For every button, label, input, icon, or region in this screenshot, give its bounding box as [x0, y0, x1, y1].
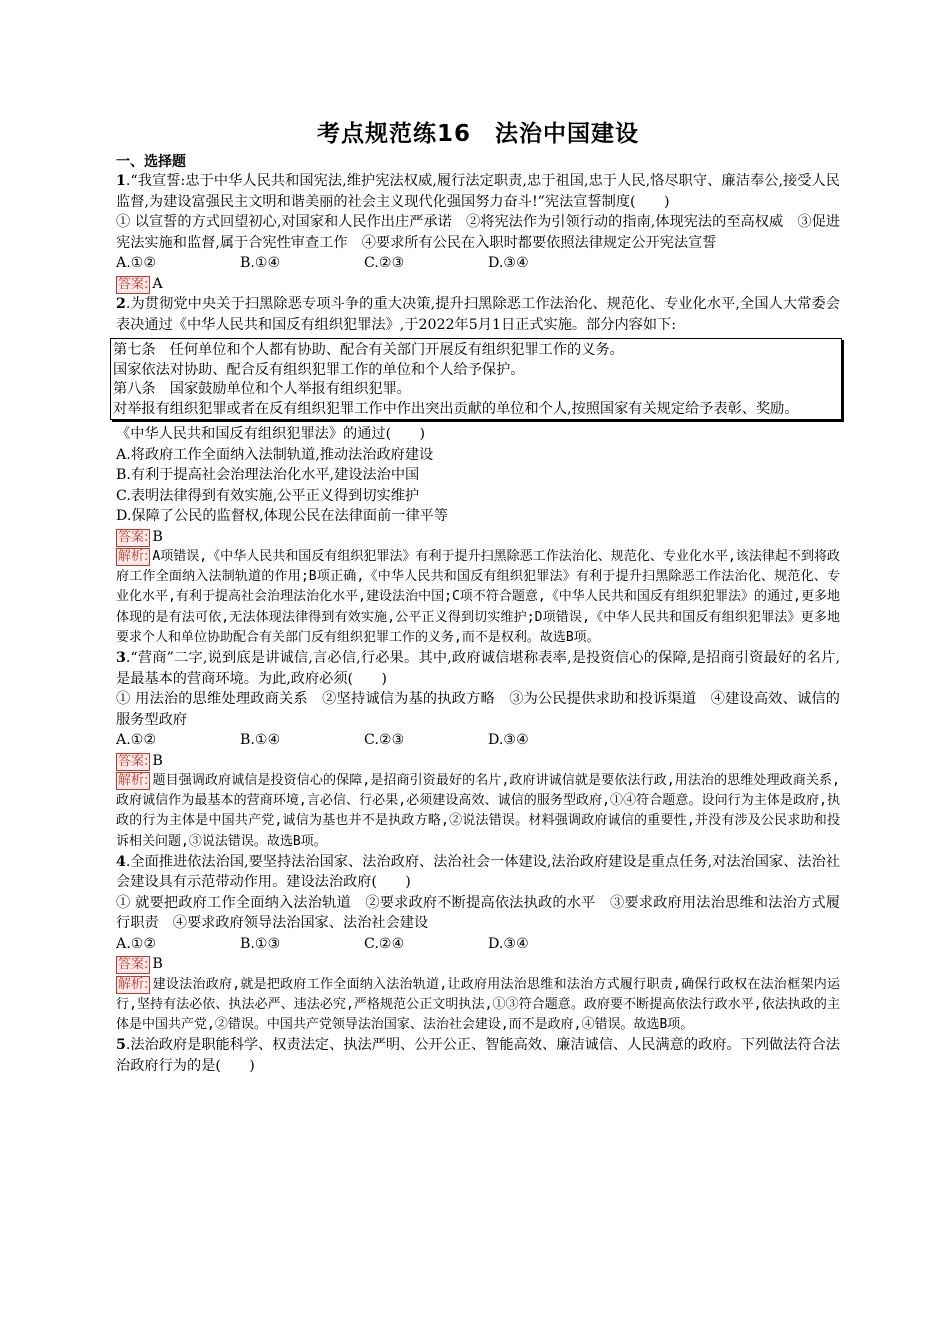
answer-line — [116, 954, 840, 975]
option-d: D.③④ — [488, 732, 529, 749]
choice-c: C.表明法律得到有效实施,公平正义得到切实维护 — [116, 487, 420, 504]
answer-value: A — [152, 275, 163, 292]
question-number: 2 — [116, 296, 126, 312]
option-c: C.②③ — [364, 255, 405, 271]
question-1 — [116, 171, 840, 294]
answer-line — [116, 751, 840, 772]
excerpt-line: 对举报有组织犯罪或者在反有组织犯罪工作中作出突出贡献的单位和个人,按照国家有关规定给予表彰、奖励。 — [113, 400, 799, 417]
option-row — [116, 253, 840, 274]
excerpt-line: 国家依法对协助、配合反有组织犯罪工作的单位和个人给予保护。 — [113, 361, 525, 378]
question-stem: .法治政府是职能科学、权责法定、执法严明、公开公正、智能高效、廉洁诚信、人民满意的政府。下列做法符合法治政府行为的是( ) — [116, 1037, 840, 1074]
question-stem: .为贯彻党中央关于扫黑除恶专项斗争的重大决策,提升扫黑除恶工作法治化、规范化、专业化水平,全国人大常委会表决通过《中华人民共和国反有组织犯罪法》,于2022年5月1日正式实施。部分内容如下: — [116, 296, 840, 333]
choice-b: B.有利于提高社会治理法治化水平,建设法治中国 — [116, 467, 420, 483]
statement-items: ① 就要把政府工作全面纳入法治轨道 ②要求政府不断提高依法执政的水平 ③要求政府用法治思维和法治方式履行职责 ④要求政府领导法治国家、法治社会建设 — [116, 894, 840, 932]
answer-value: B — [152, 528, 163, 545]
question-number: 5 — [116, 1037, 126, 1054]
option-c: C.②④ — [364, 935, 405, 952]
answer-tag: 答案: — [118, 276, 149, 292]
option-a: A.①② — [116, 255, 157, 271]
option-b: B.①③ — [240, 935, 281, 952]
answer-line — [116, 527, 840, 548]
question-stem: .“我宣誓:忠于中华人民共和国宪法,维护宪法权威,履行法定职责,忠于祖国,忠于人民,恪尽职守、廉洁奉公,接受人民监督,为建设富强民主文明和谐美丽的社会主义现代化强国努力奋斗!”宪法宣誓制度( ) — [116, 173, 840, 210]
option-d: D.③④ — [488, 935, 529, 952]
explanation-text: 题目强调政府诚信是投资信心的保障,是招商引资最好的名片,政府讲诚信就是要依法行政,用法治的思维处理政商关系,政府诚信作为最基本的营商环境,言必信、行必果,必须建设高效、诚信的服务型政府,①④符合题意。设问行为主体是政府,执政的行为主体是中国共产党,诚信为基也并不是执政方略,②说法错误。材料强调政府诚信的重要性,并没有涉及公民求助和投诉相关问题,③说法错误。故选B项。 — [116, 773, 840, 849]
answer-value: B — [152, 956, 163, 973]
document-page — [113, 118, 840, 1076]
explanation — [116, 975, 840, 1036]
explain-tag: 解析: — [118, 549, 149, 564]
question-prompt: 《中华人民共和国反有组织犯罪法》的通过( ) — [116, 426, 426, 442]
option-d: D.③④ — [488, 255, 529, 271]
excerpt-line: 第八条 国家鼓励单位和个人举报有组织犯罪。 — [113, 381, 411, 397]
law-excerpt-box — [110, 338, 842, 420]
option-b: B.①④ — [240, 732, 281, 749]
question-number: 1 — [116, 173, 126, 189]
section-heading: 一、选择题 — [116, 154, 186, 170]
question-5 — [116, 1035, 840, 1076]
page-title: 考点规范练16 法治中国建设 — [316, 121, 639, 147]
explain-tag: 解析: — [118, 976, 149, 992]
option-a: A.①② — [116, 935, 157, 952]
question-stem: .“营商”二字,说到底是讲诚信,言必信,行必果。其中,政府诚信堪称表率,是投资信心的保障,是招商引资最好的名片,是最基本的营商环境。为此,政府必须( ) — [116, 650, 840, 687]
choice-a: A.将政府工作全面纳入法制轨道,推动法治政府建设 — [116, 446, 434, 463]
excerpt-line: 第七条 任何单位和个人都有协助、配合有关部门开展反有组织犯罪工作的义务。 — [113, 342, 624, 358]
statement-items: ① 用法治的思维处理政商关系 ②坚持诚信为基的执政方略 ③为公民提供求助和投诉渠道 ④建设高效、诚信的服务型政府 — [116, 691, 840, 728]
option-row — [116, 934, 840, 955]
explanation-text: 建设法治政府,就是把政府工作全面纳入法治轨道,让政府用法治思维和法治方式履行职责,确保行政权在法治框架内运行,坚持有法必依、执法必严、违法必究,严格规范公正文明执法,①③符合题意。政府要不断提高依法行政水平,依法执政的主体是中国共产党,②错误。中国共产党领导法治国家、法治社会建设,而不是政府,④错误。故选B项。 — [116, 976, 840, 1033]
question-3 — [116, 648, 840, 852]
explain-tag: 解析: — [118, 773, 149, 789]
explanation — [116, 547, 840, 648]
option-row — [116, 730, 840, 751]
question-4 — [116, 852, 840, 1036]
option-a: A.①② — [116, 732, 157, 749]
statement-items: ① 以宣誓的方式回望初心,对国家和人民作出庄严承诺 ②将宪法作为引领行动的指南,体现宪法的至高权威 ③促进宪法实施和监督,属于合宪性审查工作 ④要求所有公民在入职时都要依照法律规定公开宪法宣誓 — [116, 214, 840, 251]
option-c: C.②③ — [364, 732, 405, 749]
answer-tag: 答案: — [118, 529, 149, 545]
answer-value: B — [152, 752, 163, 769]
explanation — [116, 771, 840, 852]
answer-tag: 答案: — [118, 753, 149, 769]
question-2 — [113, 294, 840, 648]
option-b: B.①④ — [240, 255, 281, 271]
explanation-text: A项错误,《中华人民共和国反有组织犯罪法》有利于提升扫黑除恶工作法治化、规范化、专业化水平,该法律起不到将政府工作全面纳入法制轨道的作用;B项正确,《中华人民共和国反有组织犯罪法》有利于提升扫黑除恶工作法治化、规范化、专业化水平,有利于提高社会治理法治化水平,建设法治中国;C项不符合题意,《中华人民共和国反有组织犯罪法》的通过,更多地体现的是有法可依,无法体现法律得到有效实施,公平正义得到切实维护;D项错误,《中华人民共和国反有组织犯罪法》更多地要求个人和单位协助配合有关部门反有组织犯罪工作的义务,而不是权利。故选B项。 — [116, 549, 840, 645]
question-stem: .全面推进依法治国,要坚持法治国家、法治政府、法治社会一体建设,法治政府建设是重点任务,对法治国家、法治社会建设具有示范带动作用。建设法治政府( ) — [116, 853, 840, 891]
question-number: 3 — [116, 650, 126, 667]
choice-d: D.保障了公民的监督权,体现公民在法律面前一律平等 — [116, 508, 449, 524]
answer-tag: 答案: — [118, 957, 149, 973]
answer-line — [116, 274, 840, 295]
question-number: 4 — [116, 853, 126, 870]
